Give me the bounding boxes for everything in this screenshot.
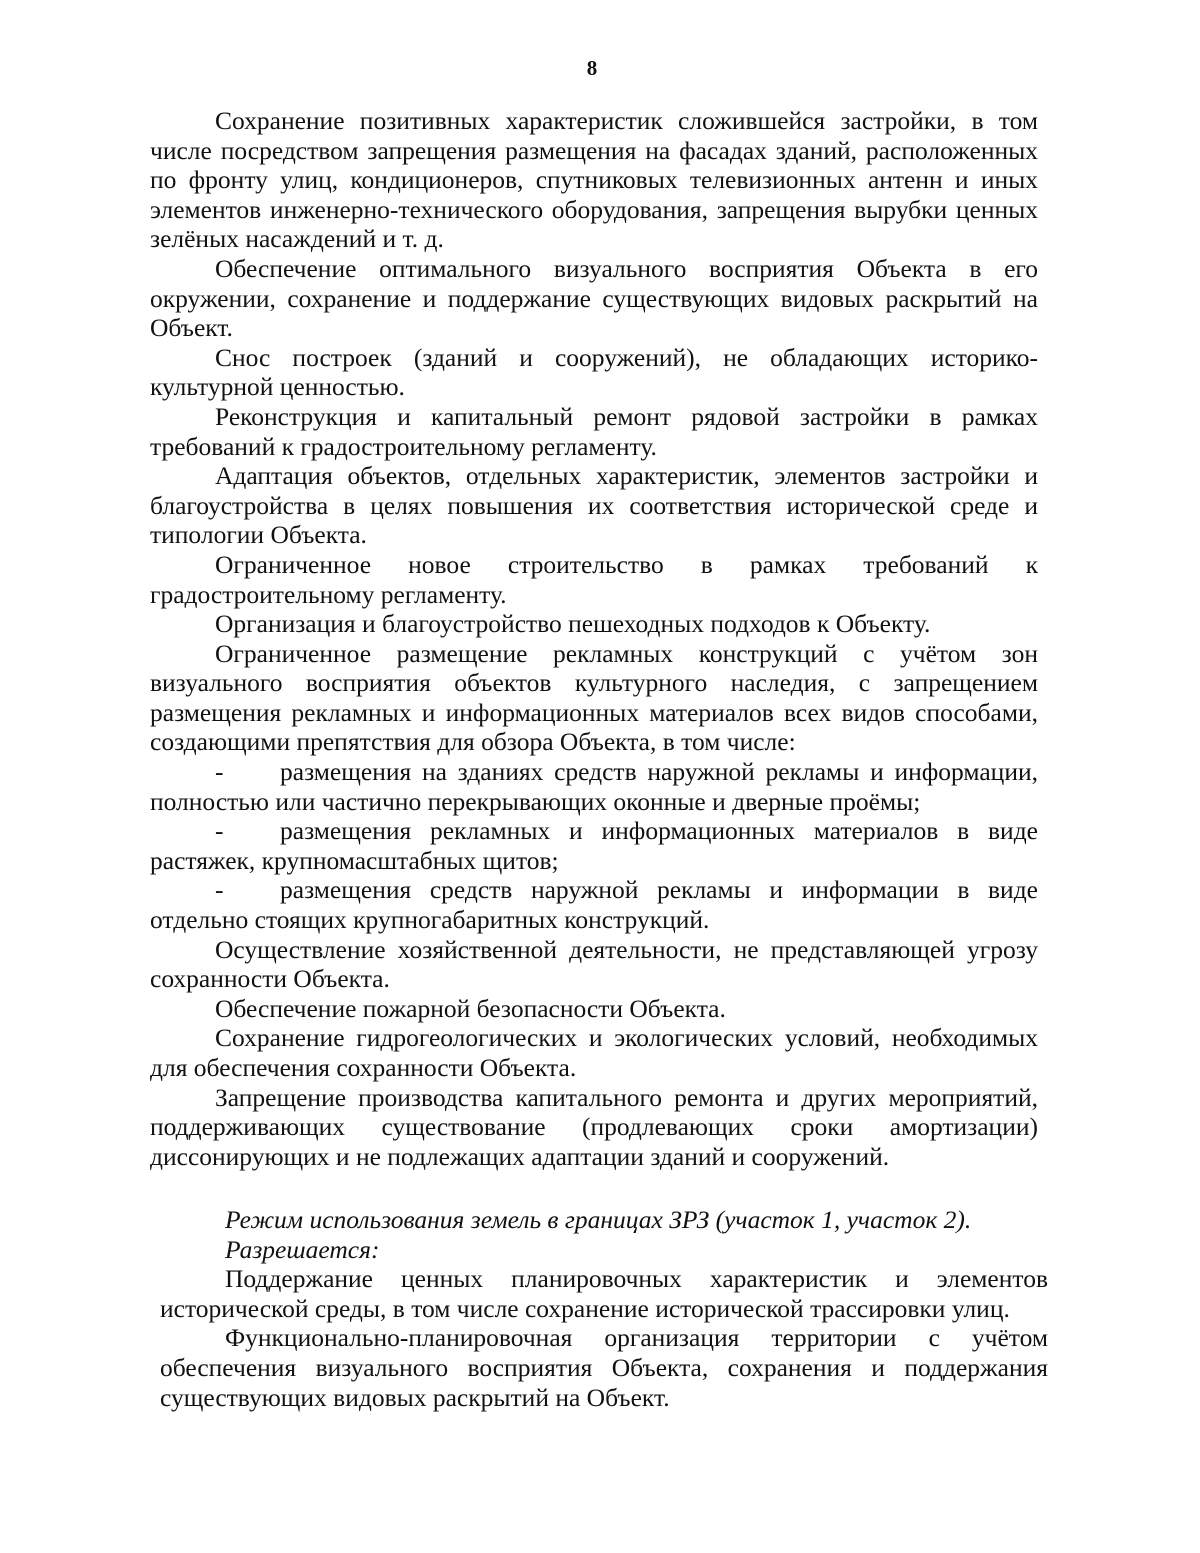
paragraph-preserve-characteristics: Сохранение позитивных характеристик сложившейся застройки, в том числе посредством запрещения размещения на фасадах зданий, расположенных по фронту улиц, кондиционеров, спутниковых телевизионных антенн и иных элементов инженерно-технического оборудования, запрещения вырубки ценных зелёных насаждений и т. д. [150,106,1038,254]
paragraph-reconstruction: Реконструкция и капитальный ремонт рядовой застройки в рамках требований к градостроительному регламенту. [150,401,1038,461]
dash-item-text: размещения на зданиях средств наружной рекламы и информации, полностью или частично перекрывающих оконные и дверные проёмы; [150,757,1038,816]
paragraph-demolition: Снос построек (зданий и сооружений), не обладающих историко-культурной ценностью. [150,342,1038,402]
paragraph-prohibition-repair: Запрещение производства капитального ремонта и других мероприятий, поддерживающих существование (продлевающих сроки амортизации) диссонирующих и не подлежащих адаптации зданий и сооружений. [150,1082,1038,1171]
paragraph-adaptation: Адаптация объектов, отдельных характеристик, элементов застройки и благоустройства в целях повышения их соответствия исторической среде и типологии Объекта. [150,461,1038,550]
dash-item [150,757,1038,816]
paragraph-planning-characteristics: Поддержание ценных планировочных характеристик и элементов исторической среды, в том числе сохранение исторической трассировки улиц. [160,1264,1048,1323]
dash-marker: - [215,875,224,905]
dash-item-text: размещения средств наружной рекламы и информации в виде отдельно стоящих крупногабаритных конструкций. [150,875,1038,935]
paragraph-hydrogeology: Сохранение гидрогеологических и экологических условий, необходимых для обеспечения сохранности Объекта. [150,1023,1038,1082]
regime-heading: Режим использования земель в границах ЗРЗ (участок 1, участок 2). [225,1205,972,1234]
paragraph-functional-planning: Функционально-планировочная организация территории с учётом обеспечения визуального восприятия Объекта, сохранения и поддержания существующих видовых раскрытий на Объект. [160,1323,1048,1412]
document-body-regime [160,1205,1048,1412]
dash-item [150,875,1038,934]
page-number: 8 [586,56,598,80]
allowed-heading: Разрешается: [225,1234,380,1264]
paragraph-fire-safety: Обеспечение пожарной безопасности Объекта. [215,993,726,1023]
paragraph-visual-perception: Обеспечение оптимального визуального восприятия Объекта в его окружении, сохранение и поддержание существующих видовых раскрытий на Объект. [150,253,1038,343]
paragraph-advertising: Ограниченное размещение рекламных конструкций с учётом зон визуального восприятия объектов культурного наследия, с запрещением размещения рекламных и информационных материалов всех видов способами, создающими препятствия для обзора Объекта, в том числе: [150,638,1038,757]
dash-marker: - [215,757,224,787]
paragraph-economic-activity: Осуществление хозяйственной деятельности, не представляющей угрозу сохранности Объекта. [150,934,1038,994]
document-body-main [150,106,1038,1171]
paragraph-pedestrian-approaches: Организация и благоустройство пешеходных подходов к Объекту. [215,609,931,639]
dash-marker: - [215,816,224,846]
paragraph-limited-construction: Ограниченное новое строительство в рамках требований к градостроительному регламенту. [150,549,1038,609]
dash-item [150,816,1038,875]
dash-item-text: размещения рекламных и информационных материалов в виде растяжек, крупномасштабных щитов; [150,816,1038,875]
